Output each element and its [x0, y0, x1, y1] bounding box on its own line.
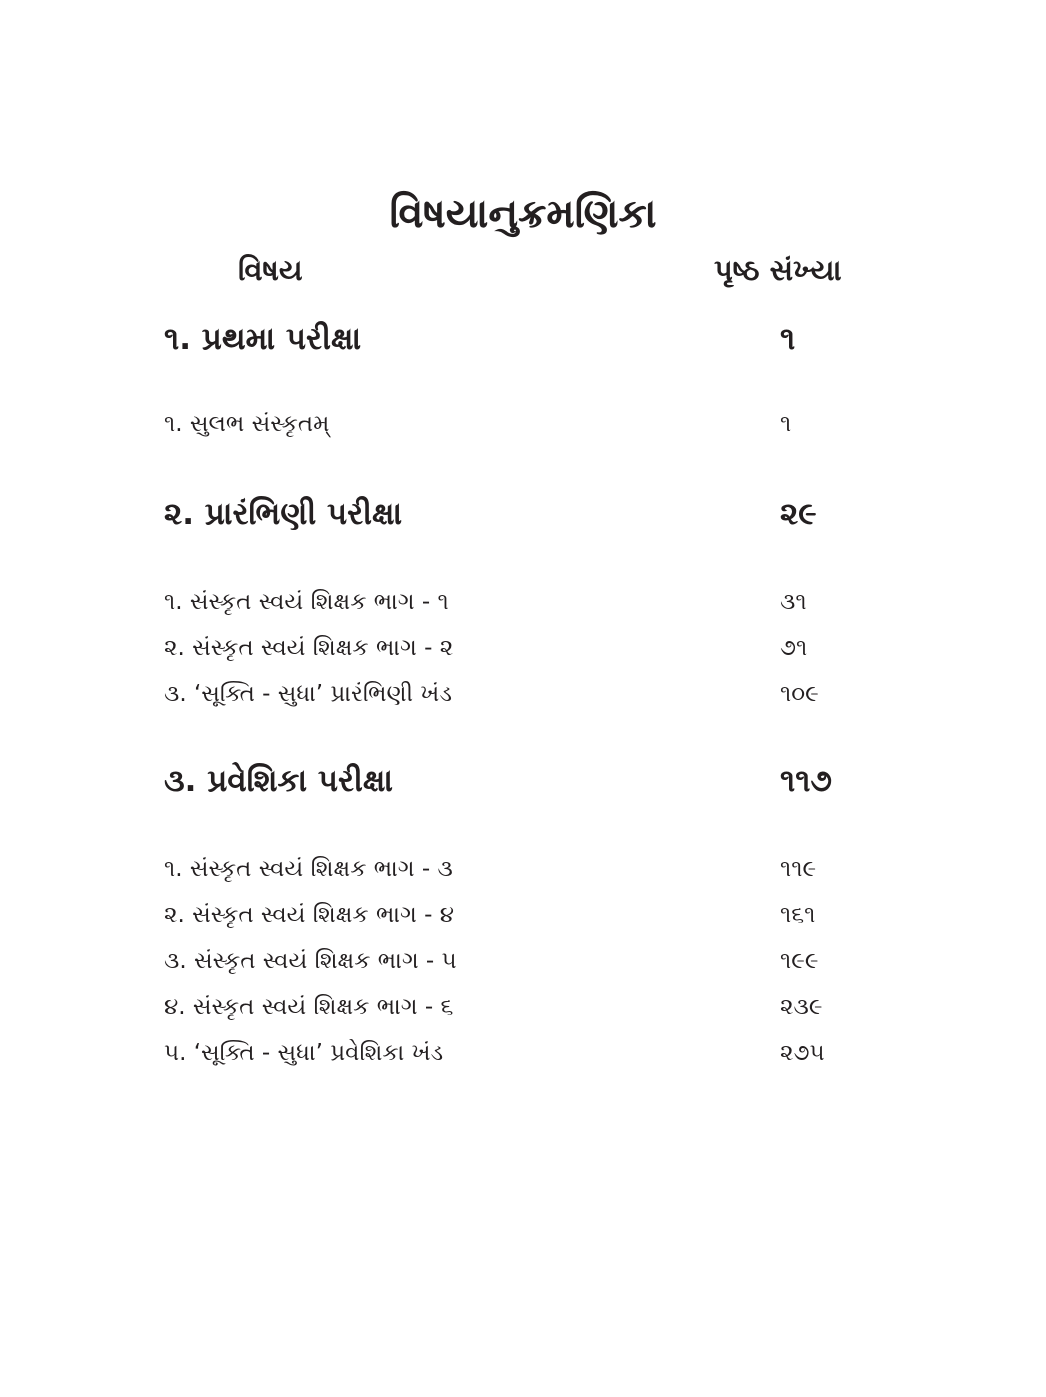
toc-item-page: ૨૭૫ [780, 1040, 825, 1066]
toc-item[interactable] [164, 674, 884, 720]
toc-section-label: ૨. પ્રારંભિણી પરીક્ષા [164, 496, 403, 532]
toc-section-1[interactable] [164, 316, 884, 362]
toc-item-page: ૧૧૯ [780, 856, 817, 882]
toc-item-page: ૧૬૧ [780, 902, 816, 928]
toc-section-label: ૧. પ્રથમા પરીક્ષા [164, 321, 362, 357]
toc-item[interactable] [164, 941, 884, 987]
toc-item[interactable] [164, 987, 884, 1033]
toc-section-page: ૧ [780, 321, 796, 357]
toc-item-label: ૨. સંસ્કૃત સ્વયં શિક્ષક ભાગ - ૨ [164, 635, 454, 661]
toc-item-page: ૧૯૯ [780, 948, 819, 974]
toc-item-page: ૨૩૯ [780, 994, 823, 1020]
toc-item-label: ૧. સંસ્કૃત સ્વયં શિક્ષક ભાગ - ૩ [164, 856, 453, 882]
toc-item-label: ૨. સંસ્કૃત સ્વયં શિક્ષક ભાગ - ૪ [164, 902, 454, 928]
toc-item-label: ૩. સંસ્કૃત સ્વયં શિક્ષક ભાગ - ૫ [164, 948, 457, 974]
toc-item[interactable] [164, 849, 884, 895]
toc-item[interactable] [164, 582, 884, 628]
toc-section-label: ૩. પ્રવેશિકા પરીક્ષા [164, 763, 393, 799]
toc-item[interactable] [164, 404, 884, 450]
toc-item-label: ૧. સુલભ સંસ્કૃતમ્ [164, 411, 330, 437]
toc-item-page: ૧ [780, 411, 792, 437]
toc-item-page: ૭૧ [780, 635, 808, 661]
toc-item[interactable] [164, 895, 884, 941]
toc-section-2[interactable] [164, 491, 884, 537]
toc-item[interactable] [164, 628, 884, 674]
toc-item-label: ૫. ‘સૂક્તિ - સુધા’ પ્રવેશિકા ખંડ [164, 1040, 444, 1066]
toc-item-page: ૧૦૯ [780, 681, 819, 707]
toc-item-label: ૪. સંસ્કૃત સ્વયં શિક્ષક ભાગ - ૬ [164, 994, 454, 1020]
toc-item[interactable] [164, 1033, 884, 1079]
toc-section-3[interactable] [164, 758, 884, 804]
toc-item-label: ૩. ‘સૂક્તિ - સુધા’ પ્રારંભિણી ખંડ [164, 681, 452, 707]
column-header-page-number: પૃષ્ઠ સંખ્યા [714, 253, 842, 287]
toc-item-label: ૧. સંસ્કૃત સ્વયં શિક્ષક ભાગ - ૧ [164, 589, 449, 615]
toc-section-page: ૨૯ [780, 496, 817, 532]
toc-item-page: ૩૧ [780, 589, 807, 615]
column-header-subject: વિષય [238, 253, 303, 287]
toc-section-page: ૧૧૭ [780, 763, 832, 799]
page-title: વિષયાનુક્રમણિકા [389, 191, 657, 237]
